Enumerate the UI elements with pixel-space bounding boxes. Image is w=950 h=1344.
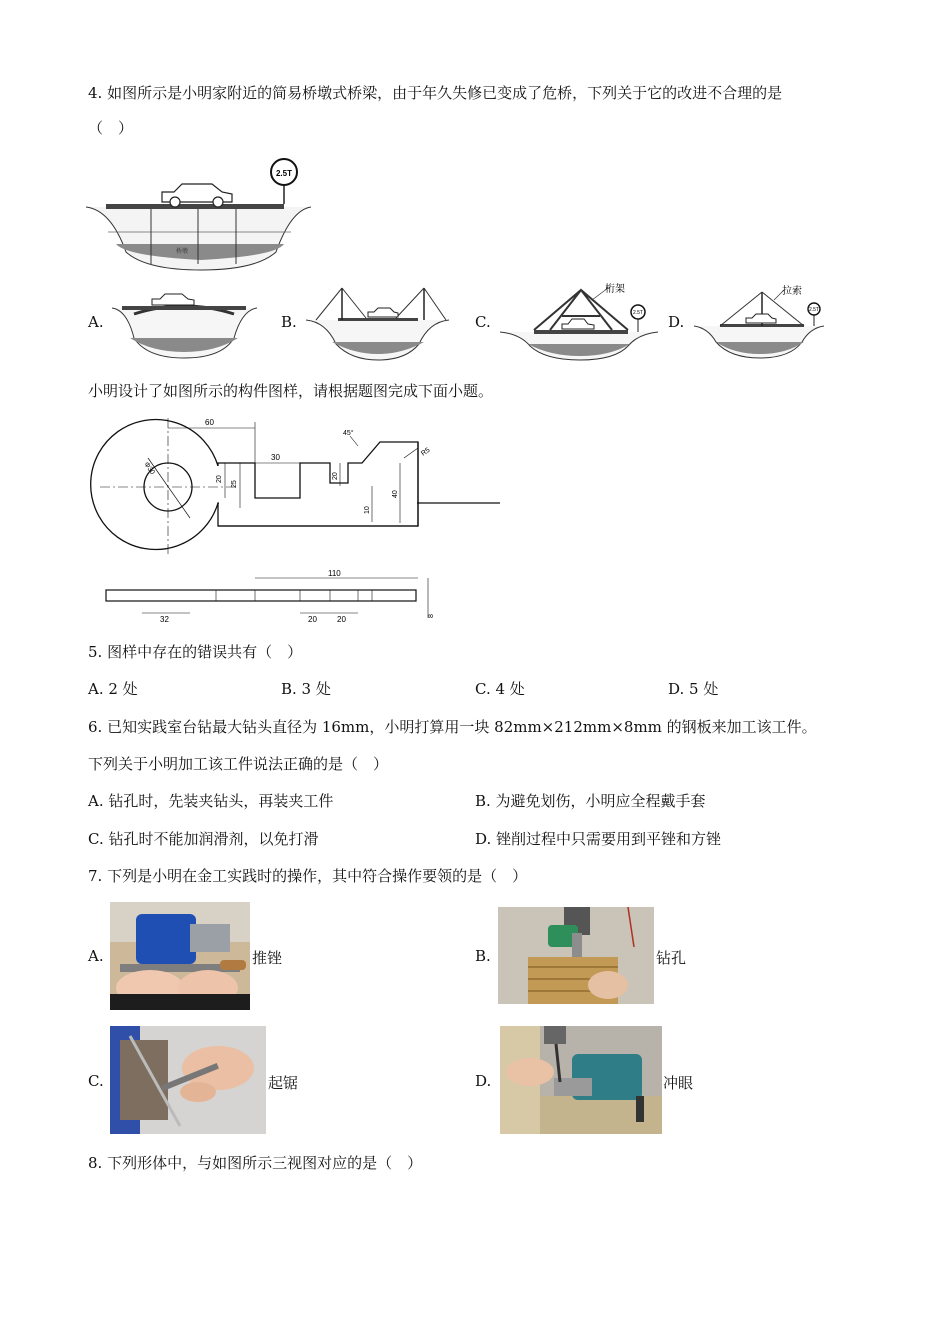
q5-option-d[interactable]: D. 5 处	[668, 680, 719, 698]
q7-option-a-caption: 推锉	[252, 949, 283, 967]
dim-32: 32	[160, 615, 169, 624]
pier-label: 桥墩	[176, 249, 189, 255]
q4-option-b-label: B.	[281, 313, 297, 331]
dim-20-d: 20	[337, 615, 346, 624]
q7-option-b-label: B.	[475, 947, 491, 965]
q7-option-c-caption: 起锯	[268, 1074, 299, 1092]
q7-option-b-caption: 钻孔	[656, 949, 687, 967]
q4-option-d-label: D.	[668, 313, 685, 331]
dim-r5: R5	[420, 446, 432, 458]
q7-stem: 7. 下列是小明在金工实践时的操作，其中符合操作要领的是（ ）	[88, 867, 528, 885]
dim-60: 60	[205, 418, 214, 427]
q4-option-c-figure[interactable]	[500, 280, 660, 362]
svg-text:2.5T: 2.5T	[275, 169, 293, 178]
q5-stem: 5. 图样中存在的错误共有（ ）	[88, 643, 303, 661]
dim-20-c: 20	[308, 615, 317, 624]
dim-phi30: Φ30	[142, 461, 156, 477]
q4-option-b-figure[interactable]	[306, 284, 449, 362]
option-d-sign: 2.5T	[808, 307, 820, 313]
q4-option-c-label: C.	[475, 313, 491, 331]
option-c-sign: 2.5T	[632, 310, 644, 316]
q7-option-a-label: A.	[88, 947, 104, 965]
q6-option-b[interactable]: B. 为避免划伤，小明应全程戴手套	[475, 792, 706, 810]
q5-option-a[interactable]: A. 2 处	[88, 680, 138, 698]
dim-30: 30	[271, 453, 280, 462]
q6-stem-line2: 下列关于小明加工该工件说法正确的是（ ）	[88, 755, 389, 773]
q7-option-d-caption: 冲眼	[663, 1074, 694, 1092]
q4-bridge-figure	[86, 152, 316, 272]
q4-option-a-figure[interactable]	[112, 286, 257, 361]
component-drawing	[100, 418, 445, 628]
q4-stem: 4. 如图所示是小明家附近的简易桥墩式桥梁，由于年久失修已变成了危桥，下列关于它的改进不合理的是	[88, 84, 783, 102]
q4-option-d-figure[interactable]	[694, 282, 829, 362]
q7-photo-filing[interactable]	[110, 902, 250, 1010]
dim-10: 10	[364, 506, 371, 514]
section-intro: 小明设计了如图所示的构件图样，请根据题图完成下面小题。	[88, 382, 494, 400]
truss-callout: 桁架	[605, 284, 625, 295]
q4-answer-paren: （ ）	[88, 119, 134, 137]
dim-25: 25	[231, 480, 238, 488]
q6-option-c[interactable]: C. 钻孔时不能加润滑剂，以免打滑	[88, 830, 319, 848]
q5-option-c[interactable]: C. 4 处	[475, 680, 525, 698]
dim-40: 40	[392, 490, 399, 498]
q6-stem-line1: 6. 已知实践室台钻最大钻头直径为 16mm，小明打算用一块 82mm×212mm×8mm 的钢板来加工该工件。	[88, 718, 817, 736]
dim-20-a: 20	[216, 475, 223, 483]
dim-110: 110	[328, 569, 341, 578]
weight-limit-sign-icon	[271, 159, 297, 204]
q6-option-d[interactable]: D. 锉削过程中只需要用到平锉和方锉	[475, 830, 722, 848]
q8-stem: 8. 下列形体中，与如图所示三视图对应的是（ ）	[88, 1154, 423, 1172]
cable-callout: 拉索	[782, 286, 802, 297]
q4-option-a-label: A.	[88, 313, 104, 331]
dim-20-b: 20	[332, 472, 339, 480]
q7-option-c-label: C.	[88, 1072, 104, 1090]
q6-option-a[interactable]: A. 钻孔时，先装夹钻头，再装夹工件	[88, 792, 334, 810]
q7-photo-drilling[interactable]	[498, 907, 654, 1004]
q7-photo-sawing[interactable]	[110, 1026, 266, 1134]
q7-option-d-label: D.	[475, 1072, 492, 1090]
car-icon	[162, 184, 232, 207]
q5-option-b[interactable]: B. 3 处	[281, 680, 331, 698]
dim-8: 8	[428, 614, 435, 618]
dim-45deg: 45°	[343, 430, 354, 437]
q7-photo-punching[interactable]	[500, 1026, 662, 1134]
